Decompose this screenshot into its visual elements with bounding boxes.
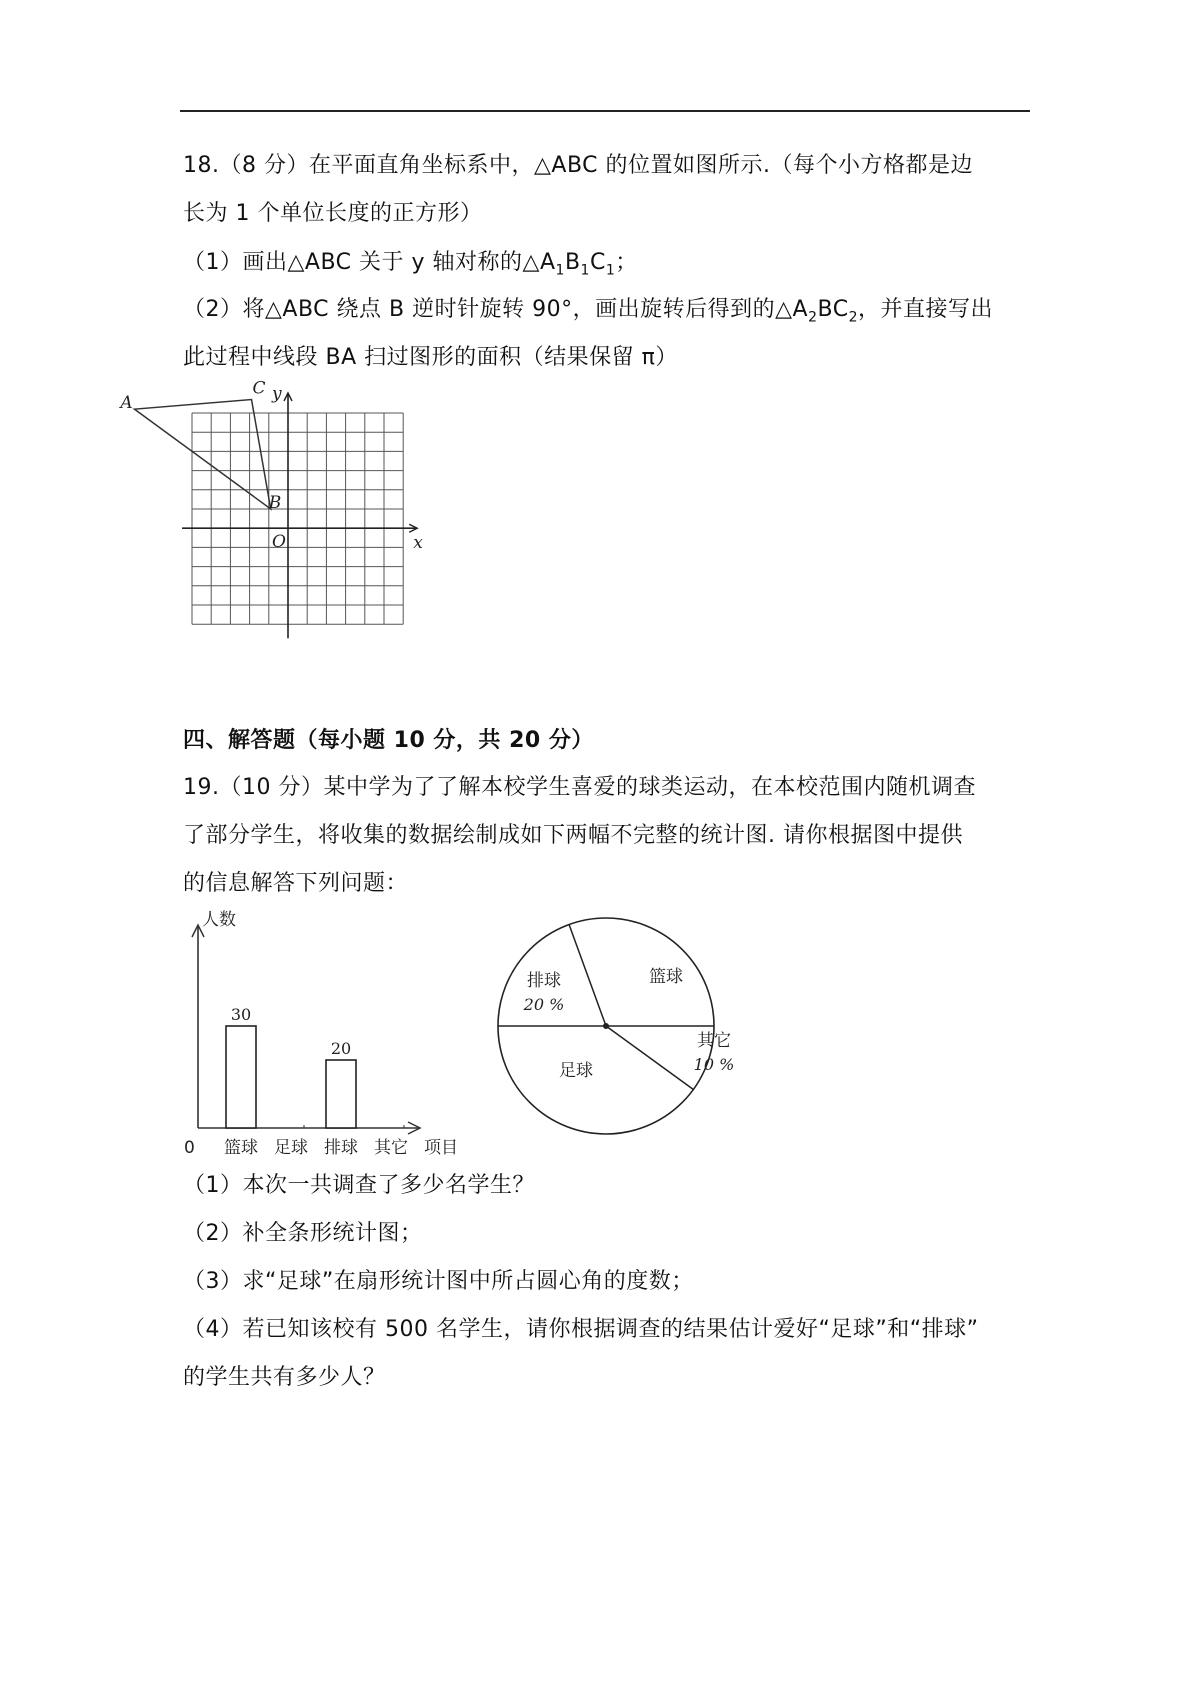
q18-part1: （1）画出△ABC 关于 y 轴对称的$\triangle A_1B_1C_1$； [183, 250, 638, 279]
bar-origin-label: 0 [184, 1138, 195, 1158]
section4-heading: 四、解答题（每小题 10 分，共 20 分） [183, 728, 594, 753]
bar-category-label: 其它 [374, 1138, 408, 1158]
pie-slice-label: 足球 [559, 1061, 593, 1081]
bar-category-label: 排球 [324, 1138, 358, 1158]
pie-slice-label: 篮球 [649, 967, 683, 987]
pie-slice-label: 排球 [527, 971, 561, 991]
point-b-label: B [268, 493, 282, 513]
header-rule [180, 110, 1030, 112]
q18-line1: 18.（8 分）在平面直角坐标系中，△ABC 的位置如图所示.（每个小方格都是边 [183, 153, 974, 178]
q19-part4-line2: 的学生共有多少人？ [183, 1365, 386, 1390]
coordinate-grid-figure [120, 378, 440, 665]
bar [226, 1026, 256, 1128]
q19-part3: （3）求“足球”在扇形统计图中所占圆心角的度数； [183, 1269, 694, 1294]
pie-slice-label: 其它 [697, 1031, 731, 1051]
bar-y-axis-title: 人数 [202, 910, 236, 930]
pie-slice-percent: 10 % [693, 1055, 735, 1074]
bar-category-label: 篮球 [224, 1138, 258, 1158]
q18-line2: 长为 1 个单位长度的正方形） [183, 201, 483, 226]
pie-center-dot [603, 1023, 609, 1029]
bar-chart-figure [180, 905, 490, 1160]
bar-category-label: 足球 [274, 1138, 308, 1158]
q19-part2: （2）补全条形统计图； [183, 1221, 423, 1246]
y-axis-label: y [272, 384, 282, 404]
point-c-label: C [252, 378, 266, 399]
bar [326, 1060, 356, 1128]
q19-line3: 的信息解答下列问题： [183, 871, 409, 896]
bar-value-label: 30 [230, 1005, 252, 1024]
bar-x-axis-title: 项目 [424, 1138, 458, 1158]
x-axis-label: x [413, 533, 423, 554]
q19-part1: （1）本次一共调查了多少名学生？ [183, 1173, 535, 1198]
bar-value-label: 20 [330, 1039, 352, 1058]
q19-line2: 了部分学生，将收集的数据绘制成如下两幅不完整的统计图. 请你根据图中提供 [183, 823, 963, 848]
origin-label: O [272, 532, 286, 553]
q18-part2: （2）将△ABC 绕点 B 逆时针旋转 90°，画出旋转后得到的$\triangle A_2BC_2$，并直接写出 [183, 297, 994, 326]
q19-line1: 19.（10 分）某中学为了了解本校学生喜爱的球类运动，在本校范围内随机调查 [183, 775, 976, 800]
q19-part4: （4）若已知该校有 500 名学生，请你根据调查的结果估计爱好“足球”和“排球” [183, 1317, 979, 1342]
point-a-label: A [120, 393, 133, 414]
q18-part2-line2: 此过程中线段 BA 扫过图形的面积（结果保留 π） [183, 345, 678, 370]
triangle-abc [134, 400, 270, 509]
pie-chart-figure [490, 905, 735, 1150]
pie-slice-percent: 20 % [523, 995, 565, 1014]
